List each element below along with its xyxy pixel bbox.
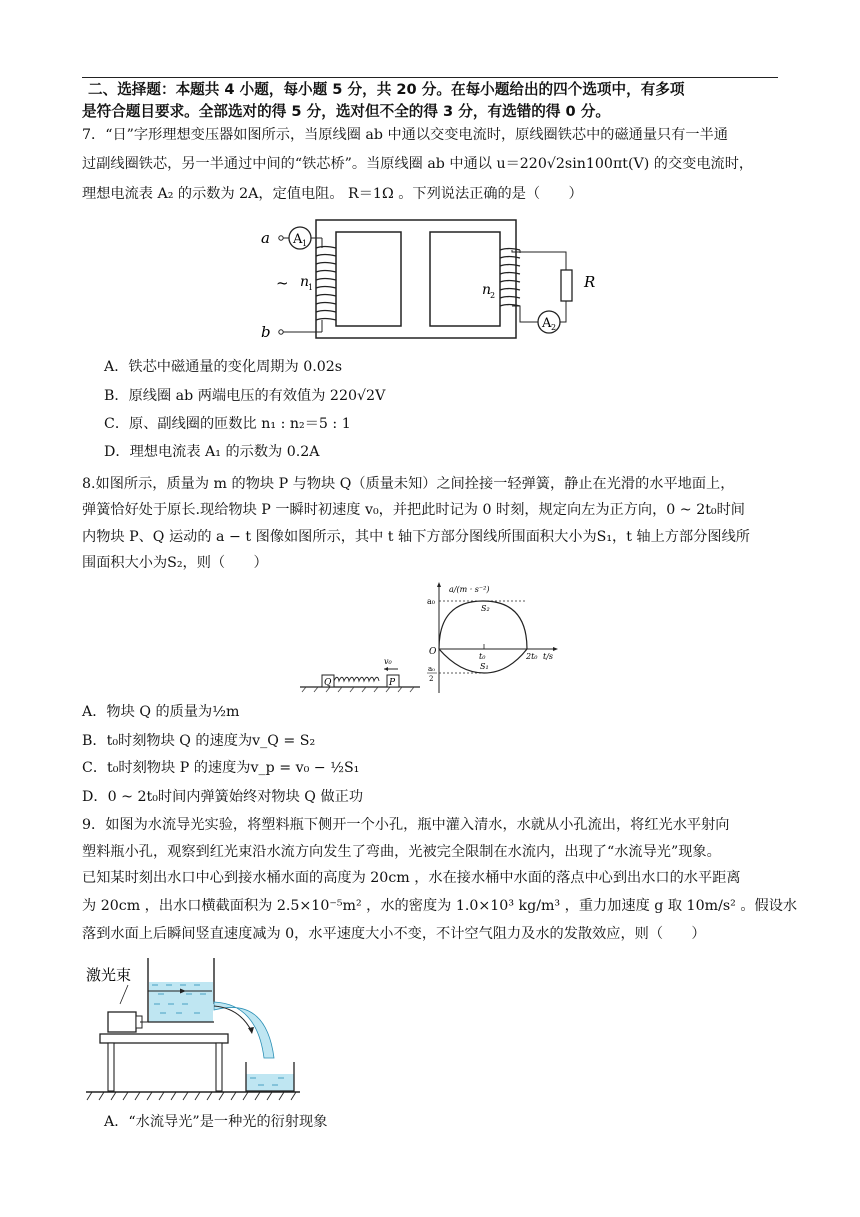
q8-block-q-label: Q: [324, 678, 332, 688]
q7-ammeter-a1-sub: 1: [302, 239, 308, 248]
q8-block-p-label: P: [389, 678, 396, 688]
q7-resistor-label: R: [584, 273, 596, 291]
q7-option-d: D．理想电流表 A₁ 的示数为 0.2A: [104, 444, 320, 460]
q7-terminal-b: b: [261, 323, 271, 341]
q9-stem-line1: 9．如图为水流导光实验，将塑料瓶下侧开一个小孔，瓶中灌入清水，水就从小孔流出，将红光水平射向: [82, 817, 730, 833]
q8-t0-tick: t₀: [479, 652, 486, 661]
q7-terminal-a: a: [261, 229, 270, 247]
q7-stem-line3: 理想电流表 A₂ 的示数为 2A，定值电阻。 R＝1Ω 。下列说法正确的是（ ）: [82, 186, 583, 202]
section-header-line1: 二、选择题：本题共 4 小题，每小题 5 分，共 20 分。在每小题给出的四个选项中，有多项: [88, 81, 685, 98]
q8-a0-tick: a₀: [427, 597, 435, 606]
q8-option-d: D．0 ~ 2t₀时间内弹簧始终对物块 Q 做正功: [82, 789, 364, 805]
q7-ammeter-a2-label: A: [542, 316, 552, 331]
q8-stem-line1: 8.如图所示，质量为 m 的物块 P 与物块 Q（质量未知）之间拴接一轻弹簧，静止在光滑的水平地面上，: [82, 476, 735, 492]
section-header-line2: 是符合题目要求。全部选对的得 5 分，选对但不全的得 3 分，有选错的得 0 分。: [82, 103, 610, 120]
q8-option-c: C．t₀时刻物块 P 的速度为v_p = v₀ − ½S₁: [82, 760, 360, 776]
q8-t-axis-label: t/s: [543, 652, 554, 661]
q8-y-axis-label: a/(m · s⁻²): [449, 585, 490, 594]
q9-laser-label: 激光束: [86, 966, 132, 984]
q9-stem-line4: 为 20cm ，出水口横截面积为 2.5×10⁻⁵m² ，水的密度为 1.0×10³ kg/m³ ，重力加速度 g 取 10m/s² 。假设水: [82, 898, 798, 914]
top-rule: [82, 77, 778, 78]
q7-option-b: B．原线圈 ab 两端电压的有效值为 220√2V: [104, 388, 386, 404]
q8-origin-label: O: [429, 647, 437, 657]
q9-water-light-figure: [82, 954, 307, 1104]
q8-stem-line2: 弹簧恰好处于原长.现给物块 P 一瞬时初速度 v₀，并把此时记为 0 时刻，规定向左为正方向，0 ~ 2t₀时间: [82, 502, 745, 518]
q7-option-c: C．原、副线圈的匝数比 n₁ : n₂＝5 : 1: [104, 416, 351, 432]
q9-option-a: A．“水流导光”是一种光的衍射现象: [104, 1114, 328, 1130]
q7-transformer-figure: [256, 210, 606, 345]
q8-v0-label: v₀: [384, 657, 392, 666]
q7-n1-label: n: [300, 274, 310, 290]
q7-stem-line2: 过副线圈铁芯，另一半通过中间的“铁芯桥”。当原线圈 ab 中通以 u＝220√2sin100πt(V) 的交变电流时，: [82, 156, 754, 172]
q8-s2-label: S₂: [481, 604, 490, 613]
q7-n1-sub: 1: [308, 283, 314, 292]
q8-neg-a0-den: 2: [429, 675, 434, 683]
q7-ammeter-a2-sub: 2: [551, 323, 557, 332]
q7-ac-symbol: ~: [276, 274, 289, 292]
q9-stem-line2: 塑料瓶小孔，观察到红光束沿水流方向发生了弯曲，光被完全限制在水流内，出现了“水流导光”现象。: [82, 844, 721, 860]
q7-n2-sub: 2: [490, 291, 496, 300]
q8-s1-label: S₁: [480, 662, 489, 671]
q7-n2-label: n: [482, 282, 492, 298]
q9-stem-line5: 落到水面上后瞬间竖直速度减为 0，水平速度大小不变，不计空气阻力及水的发散效应，则（ ）: [82, 926, 706, 942]
q7-ammeter-a1-label: A: [293, 232, 303, 247]
q8-neg-a0-num: a₀: [428, 665, 435, 673]
q7-stem-line1: 7．“日”字形理想变压器如图所示，当原线圈 ab 中通以交变电流时，原线圈铁芯中的磁通量只有一半通: [82, 127, 728, 143]
q8-stem-line3: 内物块 P、Q 运动的 a − t 图像如图所示，其中 t 轴下方部分图线所围面积大小为S₁，t 轴上方部分图线所: [82, 529, 750, 545]
q8-figure: [296, 578, 576, 696]
q8-option-b: B．t₀时刻物块 Q 的速度为v_Q = S₂: [82, 733, 316, 749]
q8-option-a: A．物块 Q 的质量为½m: [82, 704, 240, 720]
q8-stem-line4: 围面积大小为S₂，则（ ）: [82, 555, 268, 571]
q8-2t0-tick: 2t₀: [526, 652, 538, 661]
q9-stem-line3: 已知某时刻出水口中心到接水桶水面的高度为 20cm ，水在接水桶中水面的落点中心到出水口的水平距离: [82, 870, 741, 886]
q7-option-a: A．铁芯中磁通量的变化周期为 0.02s: [104, 359, 343, 375]
